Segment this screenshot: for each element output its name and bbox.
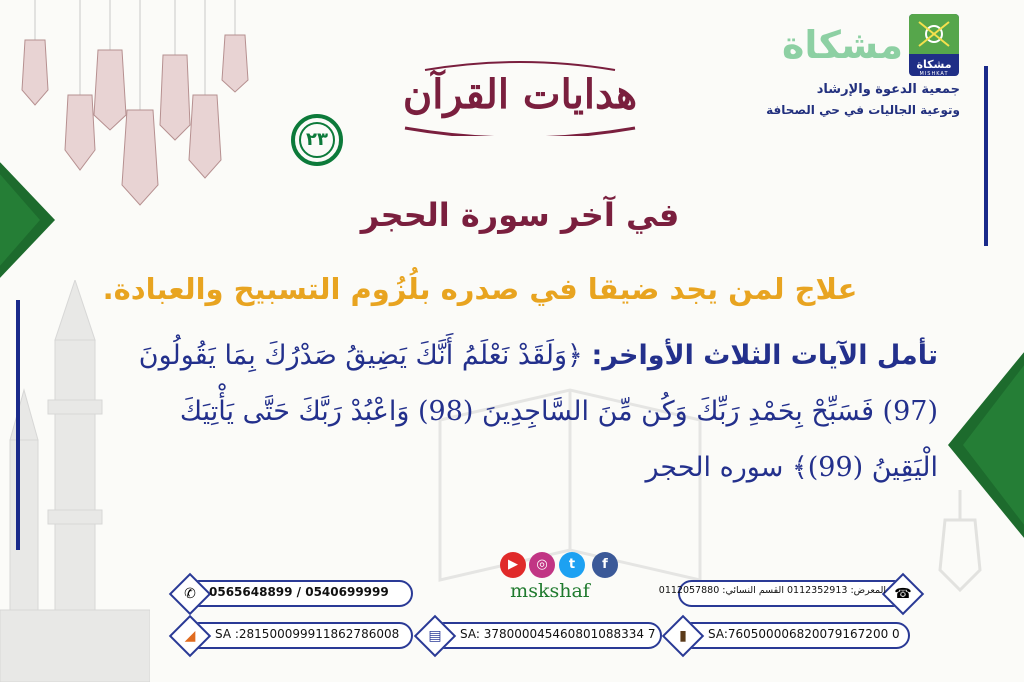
bank-account-1-pill: [185, 622, 413, 649]
verse-source: سوره الحجر: [645, 452, 784, 483]
bank-account-1: SA :281500099911862786008: [215, 627, 400, 641]
facebook-icon[interactable]: f: [592, 552, 618, 578]
bank-account-3-pill: [678, 622, 910, 649]
brand-logo-label: مشكاة: [916, 58, 952, 71]
phone-numbers: 0565648899 / 0540699999: [209, 585, 389, 599]
green-diamond-right: [948, 335, 1024, 555]
exhibition-pill: [658, 580, 912, 607]
brand-logo-sub: MISHKAT: [919, 71, 949, 77]
brand-name: مشكاة: [782, 23, 903, 67]
youtube-icon[interactable]: ▶: [500, 552, 526, 578]
green-diamond-left: [0, 120, 55, 320]
verse-lead: تأمل الآيات الثلاث الأواخر:: [591, 340, 938, 371]
social-handle[interactable]: mskshaf: [510, 580, 590, 602]
verse-body: [108, 328, 938, 496]
telephone-icon: ☎: [882, 573, 924, 615]
phone-icon: ✆: [169, 573, 211, 615]
phone-numbers-pill: [185, 580, 413, 607]
bank-logo-1-icon: ◢: [169, 615, 211, 657]
right-border-line: [984, 66, 988, 246]
org-name-line2: وتوعية الجاليات في حي الصحافة: [766, 103, 960, 117]
episode-number: ٢٣: [299, 122, 335, 158]
series-title: هدايات القرآن: [402, 71, 638, 118]
bank-logo-3-icon: ▮: [662, 615, 704, 657]
subline: علاج لمن يجد ضيقا في صدره بلُزُوم التسبيح والعبادة.: [102, 272, 858, 306]
org-name-line1: جمعية الدعوة والإرشاد: [816, 82, 960, 97]
twitter-icon[interactable]: t: [559, 552, 585, 578]
headline: في آخر سورة الحجر: [360, 196, 680, 234]
instagram-icon[interactable]: ◎: [529, 552, 555, 578]
verse-text: ﴿وَلَقَدْ نَعْلَمُ أَنَّكَ يَضِيقُ صَدْرُكَ بِمَا يَقُولُونَ (97) فَسَبِّحْ بِحَمْدِ رَبِّكَ وَكُن مِّنَ السَّاجِدِينَ (98) وَاعْبُدْ رَبَّكَ حَتَّى يَأْتِيَكَ الْيَقِينُ (99)﴾: [138, 340, 938, 483]
bank-account-2-pill: [430, 622, 662, 649]
exhibition-numbers: المعرض: 0112352913 القسم النسائي: 0112057880: [658, 585, 886, 596]
episode-number-badge: [291, 114, 343, 166]
bank-logo-2-icon: ▤: [414, 615, 456, 657]
bank-account-2: SA: 378000045460801088334 7: [460, 627, 656, 641]
left-border-line: [16, 300, 20, 550]
bank-account-3: SA:760500006820079167200 0: [708, 627, 900, 641]
